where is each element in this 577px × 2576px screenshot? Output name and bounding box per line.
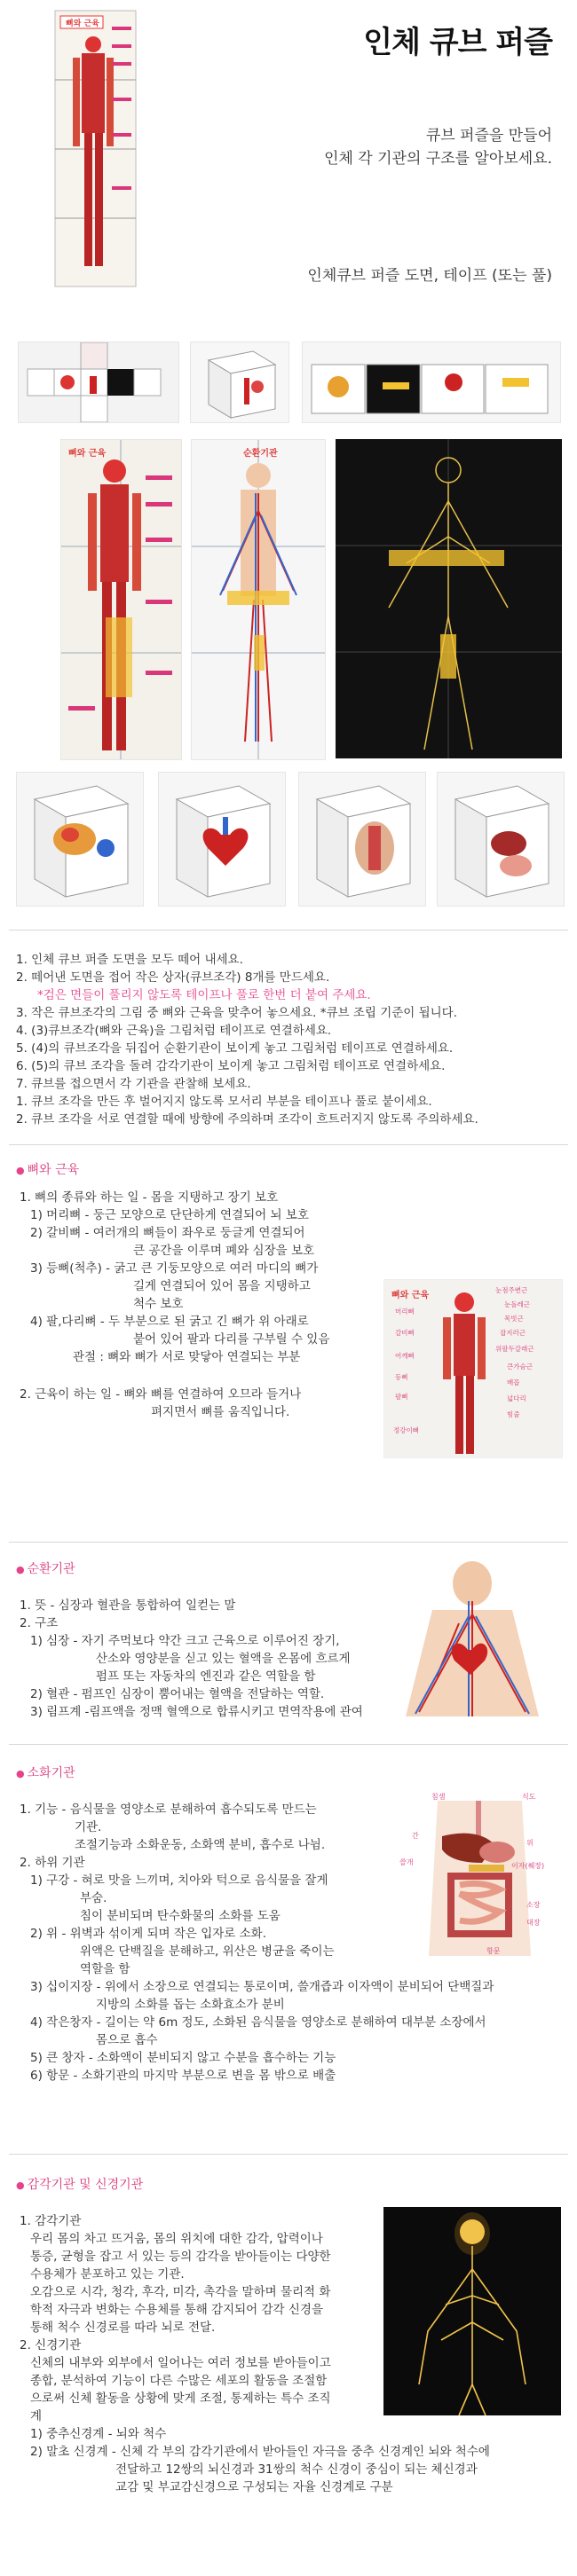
divider (9, 1542, 568, 1543)
step-line: 1. 인체 큐브 퍼즐 도면을 모두 떼어 내세요. (16, 953, 243, 967)
step-line: 6. (5)의 큐브 조각을 돌려 감각기관이 보이게 놓고 그림처럼 테이프로 연결하세요. (16, 1059, 446, 1073)
text-line: 수용체가 분포하고 있는 기관. (30, 2267, 185, 2281)
brain-cube-illustration (17, 773, 143, 906)
text-line: 1) 심장 - 자기 주먹보다 약간 크고 근육으로 이루어진 장기, (30, 1634, 340, 1648)
bones-cube-illustration (61, 440, 181, 759)
text-line: 4) 팔,다리뼈 - 두 부분으로 된 굵고 긴 뼈가 위 아래로 (30, 1315, 309, 1329)
page-title: 인체 큐브 퍼즐 (363, 25, 552, 60)
bones-figure-illustration (384, 1280, 562, 1457)
digestive-figure (398, 1783, 561, 1960)
step-line: 2. 떼어낸 도면을 접어 작은 상자(큐브조각) 8개를 만드세요. (16, 970, 330, 985)
text-line: 1) 중추신경계 - 뇌와 척수 (30, 2427, 167, 2441)
materials-text: 인체큐브 퍼즐 도면, 테이프 (또는 풀) (307, 267, 552, 285)
bones-figure-title: 뼈와 근육 (391, 1291, 430, 1300)
text-line: 5) 큰 창자 - 소화액이 분비되지 않고 수분을 흡수하는 기능 (30, 2051, 336, 2065)
heart-cube-illustration (159, 773, 285, 906)
bones-figure-label: 넓다리 (507, 1394, 526, 1402)
assembled-circulatory-cube (191, 439, 326, 760)
text-line: 1) 머리뼈 - 둥근 모양으로 단단하게 연결되어 뇌 보호 (30, 1208, 309, 1222)
circulatory-figure (383, 1561, 561, 1716)
text-line: 3) 림프계 -림프액을 정맥 혈액으로 합류시키고 면역작용에 관여 (30, 1705, 363, 1719)
text-line: 산소와 영양분을 싣고 있는 혈액을 온몸에 흐르게 (96, 1652, 351, 1666)
intro-text (324, 124, 552, 170)
text-line: 지방의 소화를 돕는 소화효소가 분비 (96, 1998, 285, 2012)
section-title-digestive: ● 소화기관 (16, 1766, 75, 1780)
text-line: 1. 감각기관 (20, 2214, 82, 2228)
flat-template-illustration (19, 342, 178, 422)
text-line: 학적 자극과 변화는 수용체를 통해 감지되어 감각 신경을 (30, 2303, 323, 2317)
step-photo-1 (18, 342, 179, 423)
digestive-figure-label: 위 (526, 1839, 534, 1847)
sense-cube-photo-2 (158, 772, 286, 907)
section-title-circulatory: ● 순환기관 (16, 1562, 75, 1576)
assembled-bones-cube (60, 439, 182, 760)
section-title-sensory: ● 감각기관 및 신경기관 (16, 2178, 144, 2192)
text-line: 2) 갈비뼈 - 여러개의 뼈들이 좌우로 둥글게 연결되어 (30, 1226, 305, 1240)
digestive-figure-label: 소장 (526, 1901, 541, 1909)
step-photo-3 (302, 342, 561, 423)
bones-figure-label: 갈비뼈 (395, 1329, 415, 1337)
bones-figure-label: 머리뼈 (395, 1308, 415, 1315)
bones-figure-label: 힘줄 (507, 1410, 520, 1418)
text-line: 1. 뜻 - 심장과 혈관을 통합하여 일컫는 말 (20, 1598, 236, 1613)
digestive-figure-label: 쓸개 (399, 1858, 414, 1866)
text-line: 통증, 균형을 잡고 서 있는 등의 감각을 받아들이는 다양한 (30, 2250, 331, 2264)
text-line: 2. 구조 (20, 1616, 59, 1630)
text-line: 몸으로 흡수 (96, 2033, 158, 2047)
text-line: 조절기능과 소화운동, 소화액 분비, 흡수로 나뉨. (75, 1838, 326, 1852)
step-line: 2. 큐브 조각을 서로 연결할 때에 방향에 주의하며 조각이 흐트러지지 않도록 주의하세요. (16, 1112, 478, 1127)
intro-line-1: 큐브 퍼즐을 만들어 (425, 127, 552, 145)
step-line: 7. 큐브를 접으면서 각 기관을 관찰해 보세요. (16, 1077, 251, 1091)
section-title-bones: ● 뼈와 근육 (16, 1163, 80, 1177)
bones-figure-label: 어깨뼈 (395, 1352, 415, 1360)
text-line: 2. 신경기관 (20, 2338, 82, 2352)
digestive-figure-illustration (398, 1783, 561, 1960)
text-line: 부숨. (80, 1891, 107, 1905)
text-line: 위액은 단백질을 분해하고, 위산은 병균을 죽이는 (80, 1944, 335, 1959)
bones-cube-label: 뼈와 근육 (68, 449, 107, 459)
bones-figure-label: 잡지러근 (500, 1329, 526, 1337)
text-line: 2) 위 - 위벽과 섞이게 되며 작은 입자로 소화. (30, 1927, 267, 1941)
section-title-text: 뼈와 근육 (27, 1163, 80, 1177)
bones-figure-label: 정강이뼈 (393, 1426, 419, 1434)
text-line: 3) 등뼈(척추) - 굵고 큰 기둥모양으로 여러 마디의 뼈가 (30, 1261, 319, 1276)
text-line: 전달하고 12쌍의 뇌신경과 31쌍의 척수 신경이 중심이 되는 체신경과 (115, 2462, 478, 2477)
nerve-cube-illustration (336, 439, 562, 758)
text-line: 큰 공간을 이루며 폐와 심장을 보호 (133, 1244, 315, 1258)
text-line: 관절 : 뼈와 뼈가 서로 맞닿아 연결되는 부분 (73, 1350, 301, 1364)
step-line: 1. 큐브 조각을 만든 후 벌어지지 않도록 모서리 부분을 테이프나 풀로 붙이세요. (16, 1095, 432, 1109)
text-line: 3) 십이지장 - 위에서 소장으로 연결되는 통로이며, 쓸개즙과 이자액이 분비되어 단백질과 (30, 1980, 494, 1994)
text-line: 길게 연결되어 있어 몸을 지탱하고 (133, 1279, 311, 1293)
digestive-figure-label: 간 (412, 1832, 419, 1840)
text-line: 1. 기능 - 음식물을 영양소로 분해하여 흡수되도록 만드는 (20, 1802, 317, 1817)
sense-cube-photo-4 (437, 772, 565, 907)
bones-figure-label: 큰가슴근 (507, 1363, 533, 1370)
text-line: 4) 작은창자 - 길이는 약 6m 정도, 소화된 음식물을 영양소로 분해하여 대부분 소장에서 (30, 2015, 486, 2030)
sense-cube-photo-3 (298, 772, 426, 907)
text-line: 침이 분비되며 탄수화물의 소화를 도움 (80, 1909, 281, 1923)
bones-figure-label: 눈점주변근 (495, 1286, 528, 1294)
section-title-text: 순환기관 (27, 1562, 75, 1576)
text-line: 교감 및 부교감신경으로 구성되는 자율 신경계로 구분 (115, 2480, 393, 2494)
organ-cube-illustration (299, 773, 425, 906)
text-line: 기관. (75, 1820, 102, 1834)
text-line: 6) 항문 - 소화기관의 마지막 부분으로 변을 몸 밖으로 배출 (30, 2069, 336, 2083)
text-line: 종합, 분석하여 기능이 다른 수많은 세포의 활동을 조절함 (30, 2374, 328, 2388)
text-line: 2. 하위 기관 (20, 1856, 85, 1870)
bones-figure-label: 배꼽 (507, 1378, 520, 1386)
text-line: 1) 구강 - 혀로 맛을 느끼며, 치아와 턱으로 음식물을 잘게 (30, 1873, 328, 1888)
digestive-figure-label: 식도 (522, 1793, 536, 1801)
text-line: 척수 보호 (133, 1297, 184, 1311)
text-line: 오감으로 시각, 청각, 후각, 미각, 촉각을 말하며 물리적 화 (30, 2285, 331, 2299)
text-line: 통해 척수 신경로를 따라 뇌로 전달. (30, 2321, 216, 2335)
bones-figure (383, 1279, 563, 1458)
single-cube-illustration (191, 342, 288, 422)
digestive-figure-label: 대장 (526, 1919, 541, 1927)
divider (9, 1144, 568, 1145)
text-line: 신체의 내부와 외부에서 일어나는 여러 정보를 받아들이고 (30, 2356, 331, 2370)
divider (9, 2154, 568, 2155)
bones-figure-label: 위팔두갈래근 (495, 1345, 534, 1353)
divider (9, 930, 568, 931)
text-line: 2) 혈관 - 펌프인 심장이 뿜어내는 혈액을 전달하는 역할. (30, 1687, 325, 1701)
instruction-steps (16, 951, 566, 1128)
bones-figure-label: 팔뼈 (395, 1393, 408, 1401)
digestive-figure-label: 항문 (486, 1947, 501, 1955)
sense-cube-photo-1 (16, 772, 144, 907)
divider (9, 1744, 568, 1745)
bones-figure-label: 등뼈 (395, 1373, 408, 1381)
nerve-figure (383, 2207, 561, 2415)
circulatory-text (20, 1597, 363, 1721)
circulatory-cube-illustration (192, 440, 325, 759)
section-title-text: 감각기관 및 신경기관 (27, 2178, 144, 2192)
text-line: 2. 근육이 하는 일 - 뼈와 뼈를 연결하여 오므라 들거나 (20, 1387, 302, 1402)
step-line: 4. (3)큐브조각(뼈와 근육)을 그림처럼 테이프로 연결하세요. (16, 1024, 332, 1038)
digestive-figure-label: 침샘 (431, 1793, 446, 1801)
step-photo-2 (190, 342, 289, 423)
text-line: 계 (30, 2409, 43, 2423)
step-line: 3. 작은 큐브조각의 그림 중 뼈와 근육을 맞추어 놓으세요. *큐브 조립 기준이 됩니다. (16, 1006, 458, 1020)
step-line: 5. (4)의 큐브조각을 뒤집어 순환기관이 보이게 놓고 그림처럼 테이프로 연결하세요. (16, 1041, 454, 1056)
step-note: *검은 면들이 풀리지 않도록 테이프나 풀로 한번 더 붙여 주세요. (37, 988, 371, 1002)
text-line: 펌프 또는 자동차의 엔진과 같은 역할을 함 (96, 1669, 316, 1684)
bones-figure-label: 목빗근 (504, 1315, 524, 1323)
digestive-figure-label: 이자(췌장) (511, 1862, 545, 1870)
circulatory-cube-label: 순환기관 (243, 449, 278, 459)
circulatory-figure-illustration (383, 1561, 561, 1716)
section-title-text: 소화기관 (27, 1766, 75, 1780)
text-line: 2) 말초 신경계 - 신체 각 부의 감각기관에서 받아들인 자극을 중추 신경계인 뇌와 척수에 (30, 2445, 490, 2459)
text-line: 1. 뼈의 종류와 하는 일 - 몸을 지탱하고 장기 보호 (20, 1190, 279, 1205)
text-line: 붙어 있어 팔과 다리를 구부릴 수 있음 (133, 1332, 330, 1347)
nerve-figure-illustration (383, 2207, 561, 2415)
cube-row-illustration (303, 342, 560, 422)
bones-figure-label: 눈돌레근 (504, 1300, 530, 1308)
assembled-nerve-cube (336, 439, 562, 758)
intro-line-2: 인체 각 기관의 구조를 알아보세요. (324, 150, 552, 168)
text-line: 펴지면서 뼈를 움직입니다. (151, 1405, 290, 1419)
bones-text (20, 1189, 329, 1421)
text-line: 으로써 신체 활동을 상황에 맞게 조절, 통제하는 특수 조직 (30, 2391, 331, 2406)
text-line: 우리 몸의 차고 뜨거움, 몸의 위치에 대한 감각, 압력이나 (30, 2232, 323, 2246)
digestive-cube-illustration (438, 773, 564, 906)
text-line: 역할을 함 (80, 1962, 130, 1976)
cube-tower-title (53, 9, 138, 302)
cube-tower-label: 뼈와 근육 (66, 20, 99, 28)
